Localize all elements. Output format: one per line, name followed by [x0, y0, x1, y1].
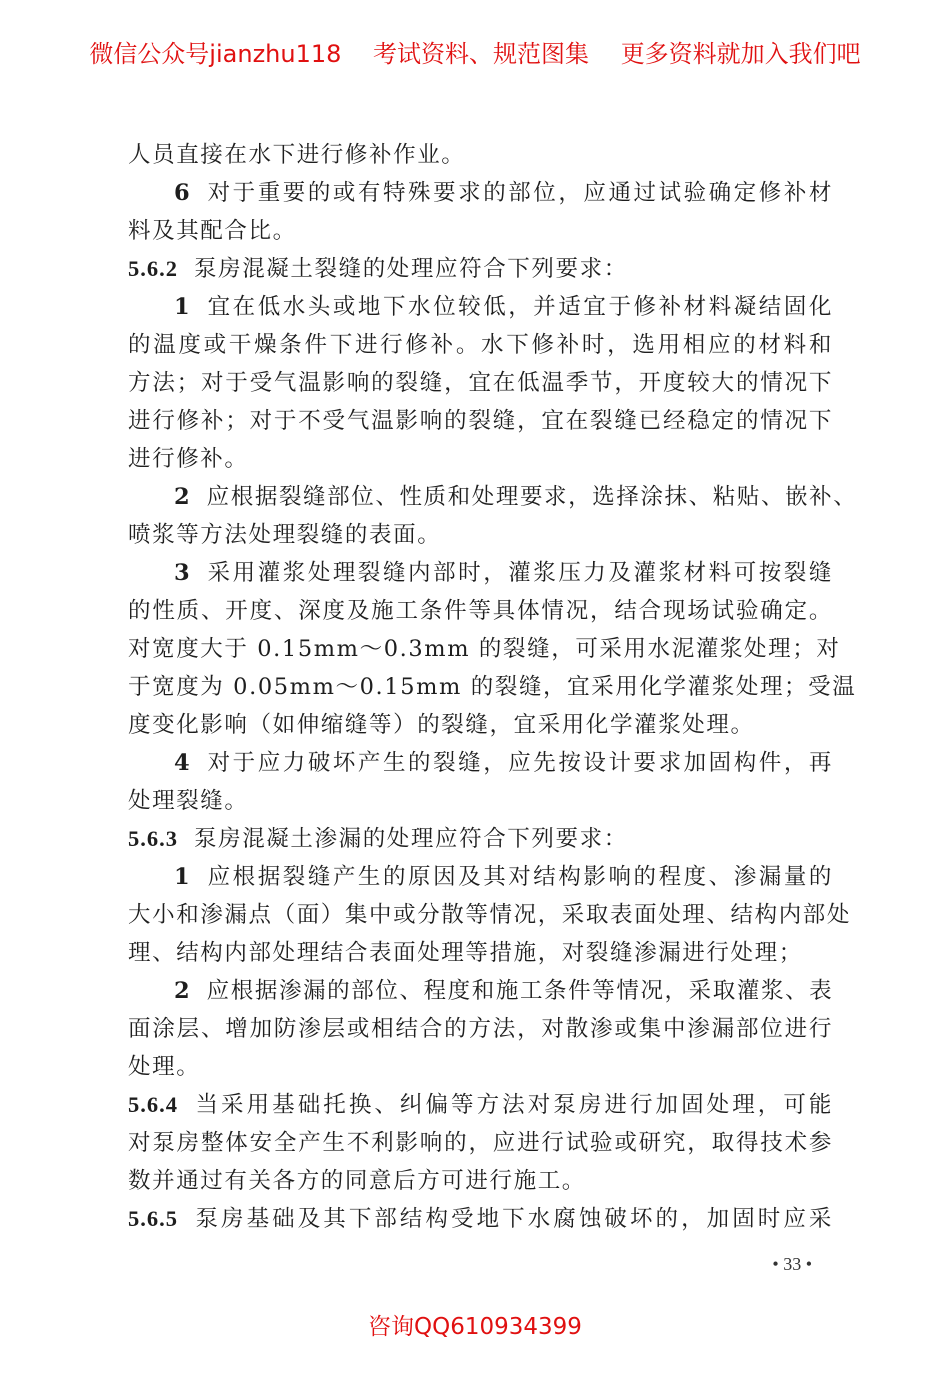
item-number: 2 — [174, 978, 191, 1004]
text-line: 理、结构内部处理结合表面处理等措施，对裂缝渗漏进行处理； — [128, 940, 803, 966]
clause-5-6-2 — [128, 250, 833, 288]
clause-number: 5.6.2 — [128, 256, 178, 281]
footer-contact: 咨询QQ610934399 — [368, 1314, 582, 1340]
text-line: 进行修补；对于不受气温影响的裂缝，宜在裂缝已经稳定的情况下 — [128, 408, 833, 434]
text-line: 人员直接在水下进行修补作业。 — [128, 142, 466, 168]
clause-number: 5.6.4 — [128, 1092, 178, 1117]
watermark-banner — [0, 34, 950, 69]
clause-heading: 泵房混凝土渗漏的处理应符合下列要求： — [194, 826, 628, 852]
text-line: 的性质、开度、深度及施工条件等具体情况，结合现场试验确定。 — [128, 598, 833, 624]
clause-number: 5.6.5 — [128, 1206, 178, 1231]
text-line: 应根据裂缝部位、性质和处理要求，选择涂抹、粘贴、嵌补、 — [206, 484, 858, 510]
text-line: 采用灌浆处理裂缝内部时，灌浆压力及灌浆材料可按裂缝 — [206, 560, 833, 586]
list-item-1 — [128, 858, 833, 896]
clause-heading: 泵房混凝土裂缝的处理应符合下列要求： — [194, 256, 628, 282]
text-line: 对泵房整体安全产生不利影响的，应进行试验或研究，取得技术参 — [128, 1130, 833, 1156]
text-line: 宜在低水头或地下水位较低，并适宜于修补材料凝结固化 — [206, 294, 833, 320]
document-body — [128, 136, 858, 1238]
text-line: 度变化影响（如伸缩缝等）的裂缝，宜采用化学灌浆处理。 — [128, 712, 755, 738]
text-line: 应根据裂缝产生的原因及其对结构影响的程度、渗漏量的 — [206, 864, 833, 890]
list-item-2 — [128, 972, 833, 1010]
clause-5-6-5 — [128, 1200, 833, 1238]
list-item-6 — [128, 174, 833, 212]
text-line: 对于应力破坏产生的裂缝，应先按设计要求加固构件，再 — [206, 750, 833, 776]
item-number: 1 — [174, 294, 191, 320]
clause-5-6-3 — [128, 820, 833, 858]
text-line: 喷浆等方法处理裂缝的表面。 — [128, 522, 442, 548]
text-line: 处理。 — [128, 1054, 201, 1080]
join-text: 更多资料就加入我们吧 — [620, 40, 861, 68]
list-item-1 — [128, 288, 833, 326]
list-item-2 — [128, 478, 858, 516]
list-item-3 — [128, 554, 833, 592]
list-item-4 — [128, 744, 833, 782]
text-line: 泵房基础及其下部结构受地下水腐蚀破坏的，加固时应采 — [194, 1206, 833, 1232]
item-number: 4 — [174, 750, 191, 776]
text-line: 当采用基础托换、纠偏等方法对泵房进行加固处理，可能 — [194, 1092, 833, 1118]
wechat-account-text: 微信公众号jianzhu118 — [89, 40, 342, 68]
text-line: 处理裂缝。 — [128, 788, 249, 814]
text-line: 数并通过有关各方的同意后方可进行施工。 — [128, 1168, 586, 1194]
item-number: 6 — [174, 180, 191, 206]
page-number: • 33 • — [772, 1254, 812, 1274]
text-line: 的温度或干燥条件下进行修补。水下修补时，选用相应的材料和 — [128, 332, 833, 358]
text-line: 大小和渗漏点（面）集中或分散等情况，采取表面处理、结构内部处 — [128, 902, 852, 928]
item-number: 2 — [174, 484, 191, 510]
text-line: 面涂层、增加防渗层或相结合的方法，对散渗或集中渗漏部位进行 — [128, 1016, 833, 1042]
materials-text: 考试资料、规范图集 — [373, 40, 590, 68]
clause-5-6-4 — [128, 1086, 833, 1124]
text-line: 料及其配合比。 — [128, 218, 297, 244]
text-line: 对于重要的或有特殊要求的部位，应通过试验确定修补材 — [206, 180, 833, 206]
item-number: 3 — [174, 560, 191, 586]
item-number: 1 — [174, 864, 191, 890]
text-line: 对宽度大于 0.15mm～0.3mm 的裂缝，可采用水泥灌浆处理；对 — [128, 636, 841, 662]
text-line: 应根据渗漏的部位、程度和施工条件等情况，采取灌浆、表 — [206, 978, 834, 1004]
text-line: 于宽度为 0.05mm～0.15mm 的裂缝，宜采用化学灌浆处理；受温 — [128, 674, 857, 700]
text-line: 方法；对于受气温影响的裂缝，宜在低温季节，开度较大的情况下 — [128, 370, 833, 396]
text-line: 进行修补。 — [128, 446, 249, 472]
clause-number: 5.6.3 — [128, 826, 178, 851]
